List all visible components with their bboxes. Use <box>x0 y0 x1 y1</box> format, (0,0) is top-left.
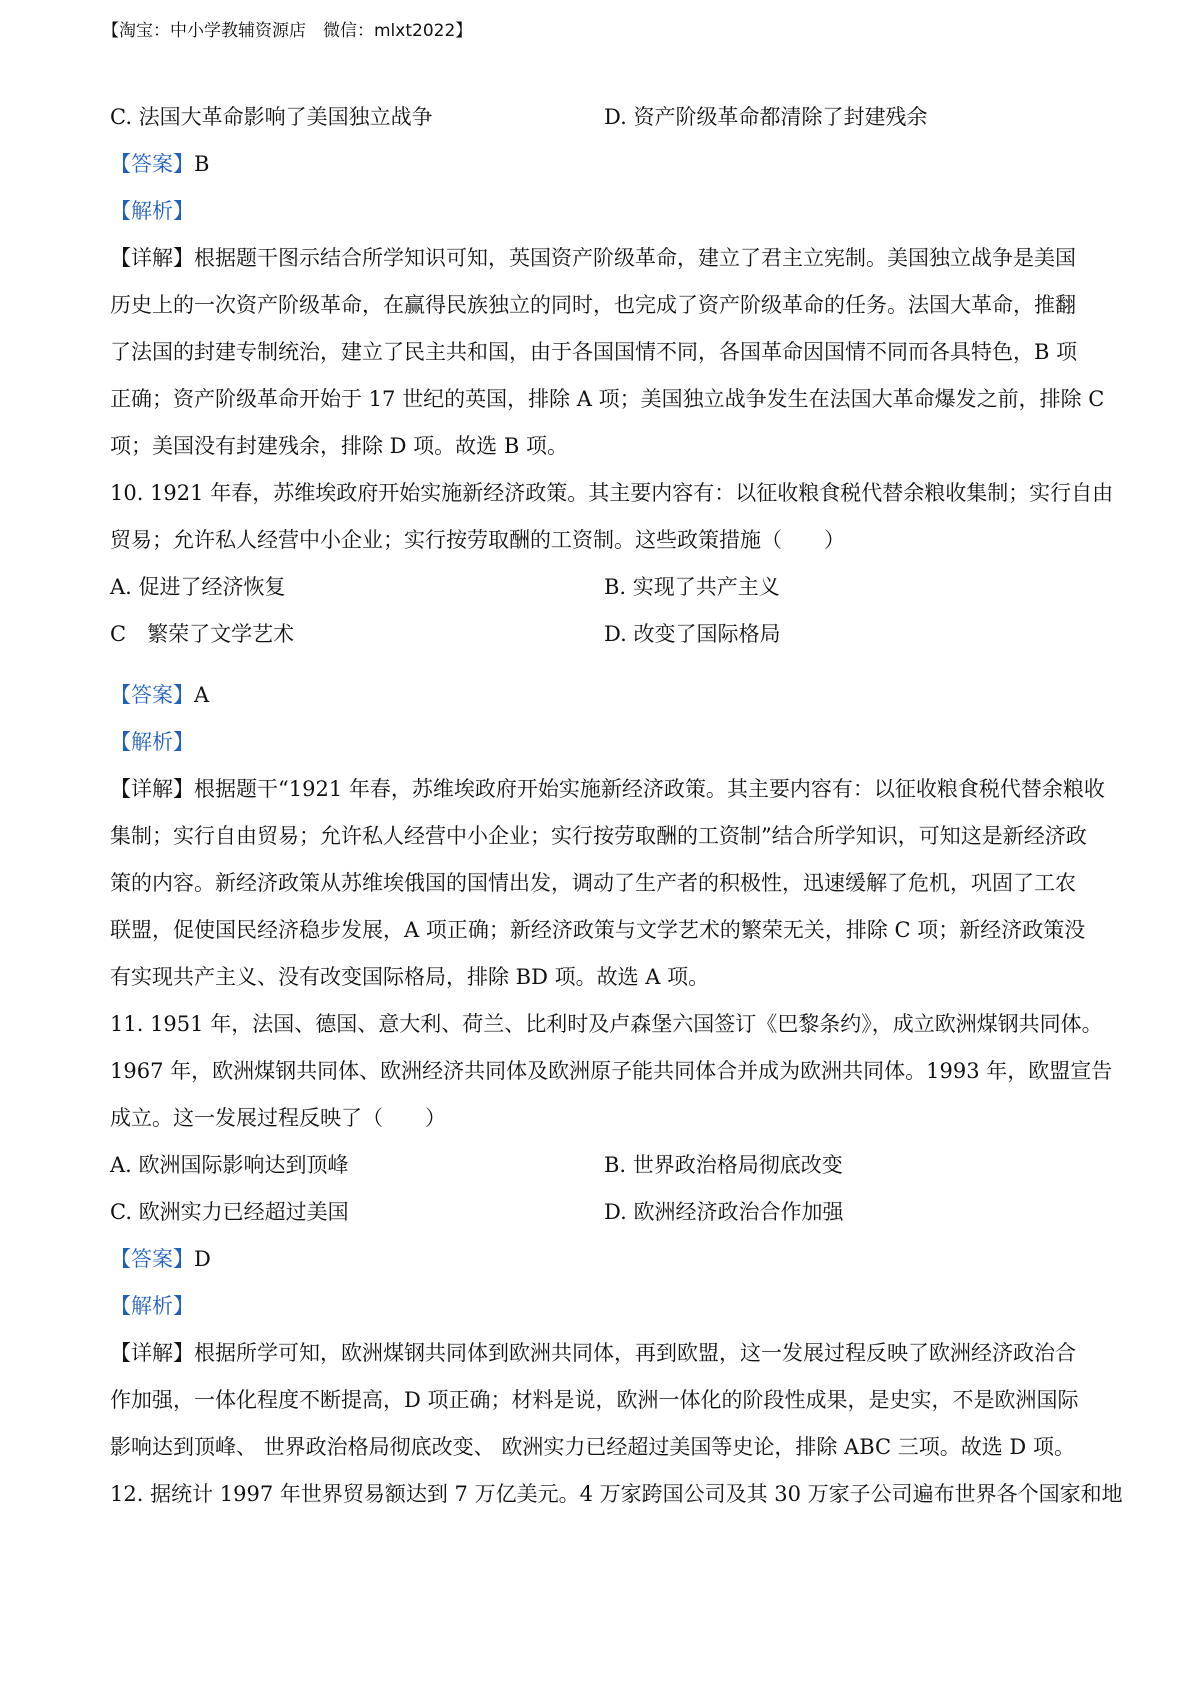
detail-line: 影响达到顶峰、 世界政治格局彻底改变、 欧洲实力已经超过美国等史论，排除 ABC 三项。故选 D 项。 <box>110 1435 1075 1459</box>
q10-option-d: D. 改变了国际格局 <box>604 622 781 646</box>
q10-options-cd <box>110 611 1100 658</box>
detail-line <box>110 1330 1100 1377</box>
answer-value: B <box>194 152 210 176</box>
q10-option-a: A. 促进了经济恢复 <box>110 575 286 599</box>
detail-line: 正确；资产阶级革命开始于 17 世纪的英国，排除 A 项；美国独立战争发生在法国大革命爆发之前，排除 C <box>110 387 1105 411</box>
detail-line: 历史上的一次资产阶级革命，在赢得民族独立的同时，也完成了资产阶级革命的任务。法国大革命，推翻 <box>110 293 1076 317</box>
q9-analysis-heading <box>110 188 1100 235</box>
stem-line: 12. 据统计 1997 年世界贸易额达到 7 万亿美元。4 万家跨国公司及其 30 万家子公司遍布世界各个国家和地 <box>110 1482 1123 1506</box>
detail-line: 集制；实行自由贸易；允许私人经营中小企业；实行按劳取酬的工资制”结合所学知识，可知这是新经济政 <box>110 824 1087 848</box>
q10-analysis-heading <box>110 719 1100 766</box>
detail-tag: 【详解】 <box>110 777 194 801</box>
detail-text: 根据所学可知，欧洲煤钢共同体到欧洲共同体，再到欧盟，这一发展过程反映了欧洲经济政治合 <box>194 1341 1076 1365</box>
header-note: 【淘宝：中小学教辅资源店 微信：mlxt2022】 <box>102 21 473 41</box>
answer-tag: 【答案】 <box>110 1247 194 1271</box>
q11-analysis-heading <box>110 1283 1100 1330</box>
answer-tag: 【答案】 <box>110 152 194 176</box>
detail-line: 有实现共产主义、没有改变国际格局，排除 BD 项。故选 A 项。 <box>110 965 710 989</box>
q11-options-cd <box>110 1189 1100 1236</box>
q10-option-b: B. 实现了共产主义 <box>604 575 780 599</box>
q11-option-c: C. 欧洲实力已经超过美国 <box>110 1200 349 1224</box>
stem-line: 成立。这一发展过程反映了（ ） <box>110 1106 446 1130</box>
q11-option-d: D. 欧洲经济政治合作加强 <box>604 1200 844 1224</box>
q9-option-c: C. 法国大革命影响了美国独立战争 <box>110 105 433 129</box>
answer-value: A <box>194 683 210 707</box>
detail-line: 联盟，促使国民经济稳步发展，A 项正确；新经济政策与文学艺术的繁荣无关，排除 C 项；新经济政策没 <box>110 918 1086 942</box>
q12-stem <box>110 1471 1123 1518</box>
q11-option-a: A. 欧洲国际影响达到顶峰 <box>110 1153 349 1177</box>
q9-detail <box>110 235 1105 470</box>
q9-options-cd <box>110 94 1100 141</box>
detail-tag: 【详解】 <box>110 1341 194 1365</box>
q10-stem <box>110 470 1114 564</box>
q11-options-ab <box>110 1142 1100 1189</box>
detail-line: 策的内容。新经济政策从苏维埃俄国的国情出发，调动了生产者的积极性，迅速缓解了危机，巩固了工农 <box>110 871 1076 895</box>
q10-options-ab <box>110 564 1100 611</box>
stem-line: 1967 年，欧洲煤钢共同体、欧洲经济共同体及欧洲原子能共同体合并成为欧洲共同体。1993 年，欧盟宣告 <box>110 1059 1113 1083</box>
stem-line: 贸易；允许私人经营中小企业；实行按劳取酬的工资制。这些政策措施（ ） <box>110 528 845 552</box>
detail-text: 根据题干“1921 年春，苏维埃政府开始实施新经济政策。其主要内容有：以征收粮食税代替余粮收 <box>194 777 1105 801</box>
q11-answer <box>110 1236 1100 1283</box>
analysis-tag: 【解析】 <box>110 1294 194 1318</box>
answer-value: D <box>194 1247 211 1271</box>
detail-line: 了法国的封建专制统治，建立了民主共和国，由于各国国情不同，各国革命因国情不同而各具特色，B 项 <box>110 340 1078 364</box>
q11-detail <box>110 1330 1100 1471</box>
q10-answer <box>110 672 1100 719</box>
detail-line: 项；美国没有封建残余，排除 D 项。故选 B 项。 <box>110 434 568 458</box>
detail-line <box>110 235 1100 282</box>
analysis-tag: 【解析】 <box>110 730 194 754</box>
analysis-tag: 【解析】 <box>110 199 194 223</box>
q11-stem <box>110 1001 1113 1142</box>
q11-option-b: B. 世界政治格局彻底改变 <box>604 1153 843 1177</box>
q10-detail <box>110 766 1105 1001</box>
document-page <box>110 94 1123 1518</box>
q10-option-c: C 繁荣了文学艺术 <box>110 622 295 646</box>
q9-answer <box>110 141 1100 188</box>
detail-line <box>110 766 1105 813</box>
q9-option-d: D. 资产阶级革命都清除了封建残余 <box>604 105 928 129</box>
answer-tag: 【答案】 <box>110 683 194 707</box>
detail-text: 根据题干图示结合所学知识可知，英国资产阶级革命，建立了君主立宪制。美国独立战争是美国 <box>194 246 1076 270</box>
detail-line: 作加强，一体化程度不断提高，D 项正确；材料是说，欧洲一体化的阶段性成果，是史实，不是欧洲国际 <box>110 1388 1079 1412</box>
detail-tag: 【详解】 <box>110 246 194 270</box>
stem-line: 11. 1951 年，法国、德国、意大利、荷兰、比利时及卢森堡六国签订《巴黎条约》，成立欧洲煤钢共同体。 <box>110 1012 1103 1036</box>
stem-line: 10. 1921 年春，苏维埃政府开始实施新经济政策。其主要内容有：以征收粮食税代替余粮收集制；实行自由 <box>110 481 1114 505</box>
